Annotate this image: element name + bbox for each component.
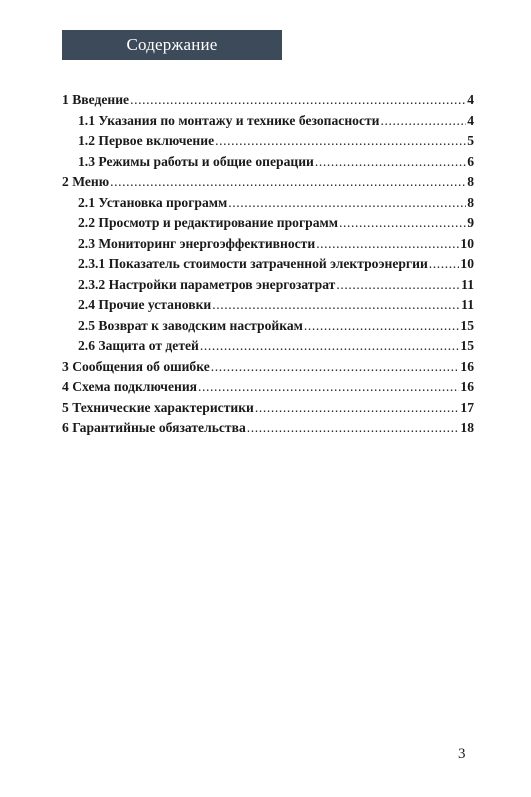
toc-entry-page: 5 [467,133,474,148]
toc-entry-title: 2.3.2 Настройки параметров энергозатрат [78,276,336,292]
toc-entry-title: 2.3 Мониторинг энергоэффективности [78,235,316,251]
toc-entry-title: 2.3.1 Показатель стоимости затраченной электроэнергии [78,256,428,271]
toc-entry-title: 2.5 Возврат к заводским настройкам [78,317,303,333]
toc-entry[interactable] [62,420,474,441]
table-of-contents [62,92,474,441]
toc-entry-title: 2.6 Защита от детей [78,338,199,353]
toc-entry-title: 1.2 Первое включение [78,133,215,148]
toc-entry[interactable] [62,215,474,236]
toc-entry-page: 8 [467,194,474,210]
toc-entry-title: 3 Сообщения об ошибке [62,358,210,374]
toc-entry-page: 6 [467,153,474,169]
toc-entry[interactable] [62,277,474,298]
toc-entry-title: 6 Гарантийные обязательства [62,420,246,435]
toc-entry-title: 1 Введение [62,92,130,107]
toc-entry[interactable] [62,359,474,380]
toc-entry-page: 8 [467,174,474,189]
toc-dot-leader [110,174,466,190]
toc-entry-page: 4 [467,112,474,128]
toc-entry[interactable] [62,318,474,339]
toc-entry[interactable] [62,236,474,257]
toc-entry-page: 9 [467,215,474,230]
page-number: 3 [458,746,466,762]
toc-entry-title: 2.4 Прочие установки [78,297,212,312]
toc-dot-leader [316,236,459,252]
toc-dot-leader [130,92,466,108]
toc-dot-leader [212,297,460,313]
toc-dot-leader [304,318,460,334]
toc-dot-leader [429,256,460,272]
toc-dot-leader [215,133,466,149]
toc-dot-leader [339,215,466,231]
toc-entry[interactable] [62,133,474,154]
toc-entry-title: 1.1 Указания по монтажу и технике безопасности [78,112,380,128]
toc-entry-page: 10 [460,256,474,271]
toc-entry[interactable] [62,379,474,400]
toc-entry[interactable] [62,92,474,113]
toc-entry-page: 16 [460,379,474,394]
toc-heading: Содержание [126,35,218,54]
toc-entry[interactable] [62,195,474,216]
toc-entry-title: 1.3 Режимы работы и общие операции [78,153,314,169]
toc-entry[interactable] [62,154,474,175]
toc-entry-title: 2.1 Установка программ [78,194,228,210]
toc-dot-leader [247,420,460,436]
toc-entry-title: 4 Схема подключения [62,379,198,394]
toc-entry-page: 18 [460,420,474,435]
toc-entry[interactable] [62,174,474,195]
toc-entry-page: 17 [460,399,474,415]
toc-entry-title: 2 Меню [62,174,110,189]
toc-dot-leader [200,338,460,354]
toc-header [62,30,282,60]
toc-dot-leader [211,359,460,375]
toc-entry-page: 10 [460,235,474,251]
toc-entry-page: 11 [461,276,474,292]
toc-entry[interactable] [62,113,474,134]
toc-dot-leader [336,277,460,293]
toc-dot-leader [315,154,466,170]
toc-entry-page: 16 [460,358,474,374]
toc-entry[interactable] [62,256,474,277]
toc-dot-leader [198,379,459,395]
toc-entry[interactable] [62,338,474,359]
toc-dot-leader [381,113,467,129]
toc-entry[interactable] [62,297,474,318]
toc-entry-page: 11 [461,297,474,312]
toc-entry-page: 15 [460,317,474,333]
toc-dot-leader [228,195,466,211]
toc-entry[interactable] [62,400,474,421]
toc-entry-page: 4 [467,92,474,107]
toc-dot-leader [255,400,460,416]
toc-entry-title: 2.2 Просмотр и редактирование программ [78,215,339,230]
toc-entry-title: 5 Технические характеристики [62,399,254,415]
toc-entry-page: 15 [460,338,474,353]
